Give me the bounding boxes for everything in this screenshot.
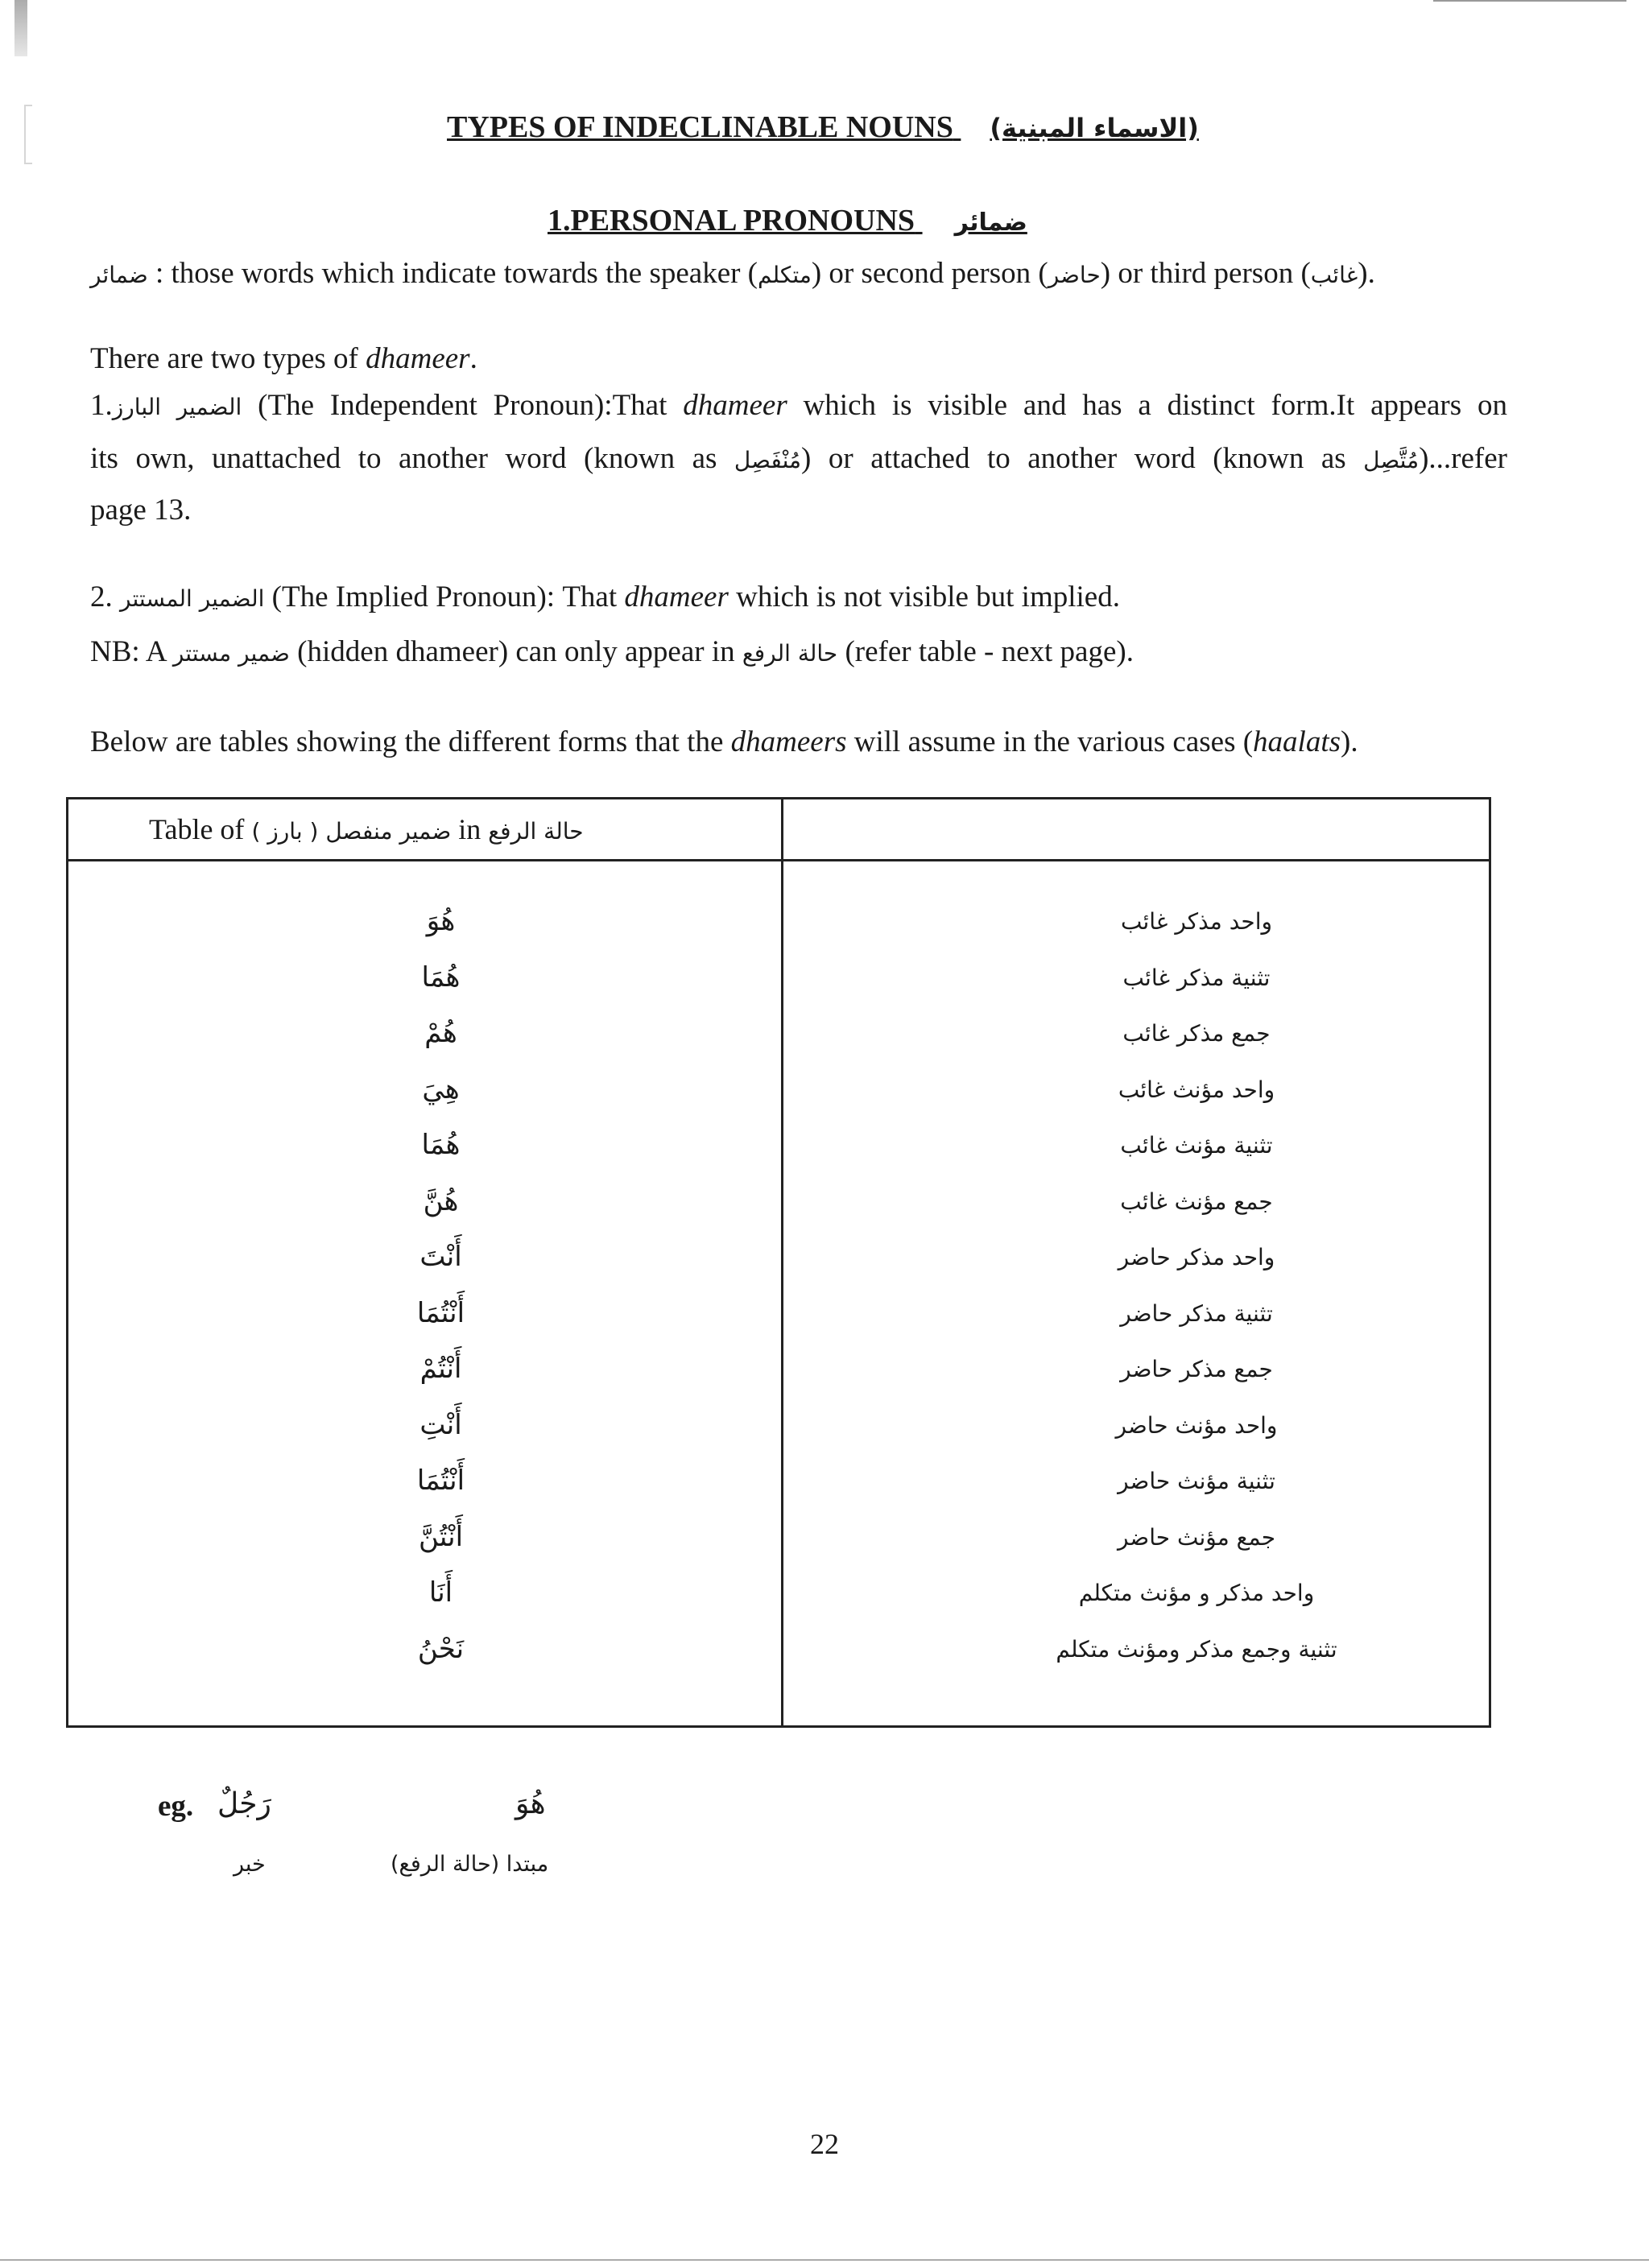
- header-text: in: [451, 813, 489, 845]
- arabic-second-person: حاضر: [1048, 262, 1101, 288]
- definition-term: ضمائر: [90, 262, 148, 288]
- pronoun-cell: هُمَا: [421, 1129, 461, 1161]
- intro-italic: dhameer: [366, 342, 470, 375]
- type1-line1: [90, 388, 1507, 423]
- definition-text: : those words which indicate towards the speaker (: [147, 257, 758, 290]
- description-cell: جمع مذكر غائب: [1122, 1020, 1271, 1047]
- pronoun-cell: أَنْتُمَا: [416, 1464, 465, 1497]
- pronoun-cell: هُوَ: [426, 905, 456, 937]
- intro-paragraph: [90, 341, 1507, 376]
- table-header-cell: [68, 799, 783, 861]
- pronoun-cell: هِيَ: [422, 1072, 460, 1105]
- description-cell: واحد مذكر و مؤنث متكلم: [1078, 1580, 1315, 1606]
- description-cell: واحد مذكر حاضر: [1118, 1244, 1275, 1270]
- pronoun-cell: أَنْتُمَا: [416, 1296, 465, 1329]
- pronoun-column: [68, 861, 783, 1727]
- arabic-term: مُنْفَصِل: [734, 447, 802, 473]
- header-arabic: حالة الرفع: [488, 818, 584, 845]
- pronoun-cell: هُنَّ: [423, 1184, 459, 1217]
- example-subject-label: مبتدا (حالة الرفع): [391, 1852, 549, 1877]
- pronoun-cell: نَحْنُ: [417, 1632, 465, 1665]
- example-predicate-label: خبر: [234, 1852, 266, 1877]
- nb-text: NB: A: [90, 635, 173, 668]
- title-arabic: (الاسماء المبنية): [990, 113, 1199, 143]
- type1-line3: [90, 493, 1507, 527]
- type1-italic: dhameer: [683, 389, 787, 422]
- type1-text: which is visible and has a distinct form.It appears on: [787, 389, 1507, 422]
- description-cell: جمع مؤنث حاضر: [1117, 1523, 1275, 1551]
- type2-paragraph: [90, 580, 1507, 614]
- pronoun-cell: أَنَا: [428, 1576, 453, 1609]
- page-number: 22: [810, 2128, 839, 2160]
- type2-text: which is not visible but implied.: [728, 580, 1120, 613]
- type2-text: (The Implied Pronoun): That: [264, 580, 625, 613]
- nb-paragraph: [90, 634, 1507, 669]
- pronoun-table: [66, 797, 1491, 1728]
- type1-text: ) or attached to another word (known as: [801, 442, 1364, 475]
- example-label: eg.: [158, 1790, 194, 1823]
- list-number: 2.: [90, 580, 120, 613]
- below-italic: dhameers: [730, 725, 847, 758]
- below-text: ).: [1341, 725, 1358, 758]
- pronoun-cell: هُمَا: [421, 960, 461, 994]
- description-cell: تثنية مذكر غائب: [1122, 964, 1271, 991]
- arabic-term: ضمير مستتر: [172, 640, 290, 667]
- pronoun-cell: أَنْتِ: [419, 1408, 462, 1441]
- description-cell: واحد مؤنث حاضر: [1115, 1411, 1278, 1439]
- definition-text: ) or second person (: [811, 257, 1048, 290]
- below-italic: haalats: [1253, 725, 1341, 758]
- arabic-term: الضمير المستتر: [120, 585, 265, 612]
- list-number: 1.: [90, 389, 113, 422]
- type1-text: page 13.: [90, 494, 192, 527]
- intro-text: There are two types of: [90, 342, 366, 375]
- description-column: [783, 861, 1490, 1727]
- description-cell: تثنية مؤنث حاضر: [1118, 1468, 1275, 1494]
- scan-edge-line: [0, 2259, 1649, 2261]
- example-predicate-word: رَجُلٌ: [217, 1787, 271, 1820]
- pronoun-cell: أَنْتُمْ: [419, 1353, 462, 1385]
- section-arabic: ضمائر: [954, 209, 1027, 237]
- scan-edge-line: [1433, 0, 1626, 2]
- definition-text: ).: [1358, 257, 1375, 290]
- description-cell: واحد مذكر غائب: [1120, 908, 1273, 935]
- table-header-cell-empty: [783, 799, 1490, 861]
- table-body-row: [68, 861, 1490, 1727]
- description-cell: تثنية مؤنث غائب: [1120, 1132, 1273, 1159]
- section-text: 1.PERSONAL PRONOUNS: [548, 204, 915, 238]
- description-cell: جمع مذكر حاضر: [1120, 1356, 1273, 1382]
- type1-line2: [90, 441, 1507, 476]
- type1-text: )...refer: [1419, 442, 1507, 475]
- arabic-term: الضمير البارز: [112, 394, 242, 420]
- page-title: [447, 109, 1199, 145]
- title-text: TYPES OF INDECLINABLE NOUNS: [447, 110, 953, 144]
- arabic-third-person: غائب: [1310, 262, 1358, 288]
- intro-text: .: [469, 342, 477, 375]
- scan-artifact: [14, 0, 27, 56]
- nb-text: (refer table - next page).: [837, 635, 1134, 668]
- description-cell: واحد مؤنث غائب: [1118, 1076, 1275, 1103]
- below-paragraph: [90, 725, 1507, 759]
- example-subject-word: هُوَ: [515, 1787, 546, 1820]
- below-text: will assume in the various cases (: [846, 725, 1254, 758]
- arabic-term: مُتَّصِل: [1363, 447, 1420, 473]
- description-cell: تثنية مذكر حاضر: [1120, 1299, 1273, 1327]
- table-header-row: [68, 799, 1490, 861]
- scan-artifact: [24, 105, 32, 164]
- description-cell: تثنية وجمع مذكر ومؤنث متكلم: [1056, 1635, 1337, 1663]
- below-text: Below are tables showing the different forms that the: [90, 725, 731, 758]
- definition-text: ) or third person (: [1100, 257, 1311, 290]
- type2-italic: dhameer: [624, 580, 729, 613]
- type1-text: its own, unattached to another word (known as: [90, 442, 734, 475]
- description-cell: جمع مؤنث غائب: [1120, 1188, 1273, 1215]
- pronoun-cell: أَنْتُنَّ: [418, 1520, 464, 1553]
- nb-text: (hidden dhameer) can only appear in: [289, 635, 742, 668]
- arabic-speaker: متكلم: [758, 262, 812, 288]
- header-text: Table of: [149, 813, 252, 845]
- arabic-term: حالة الرفع: [742, 640, 838, 667]
- definition-paragraph: [90, 256, 1507, 291]
- pronoun-cell: هُمْ: [424, 1017, 457, 1049]
- pronoun-cell: أَنْتَ: [419, 1241, 462, 1273]
- section-heading: [548, 203, 1027, 238]
- type1-text: (The Independent Pronoun):That: [242, 389, 684, 422]
- header-arabic: ضمير منفصل ( بارز ): [251, 818, 452, 845]
